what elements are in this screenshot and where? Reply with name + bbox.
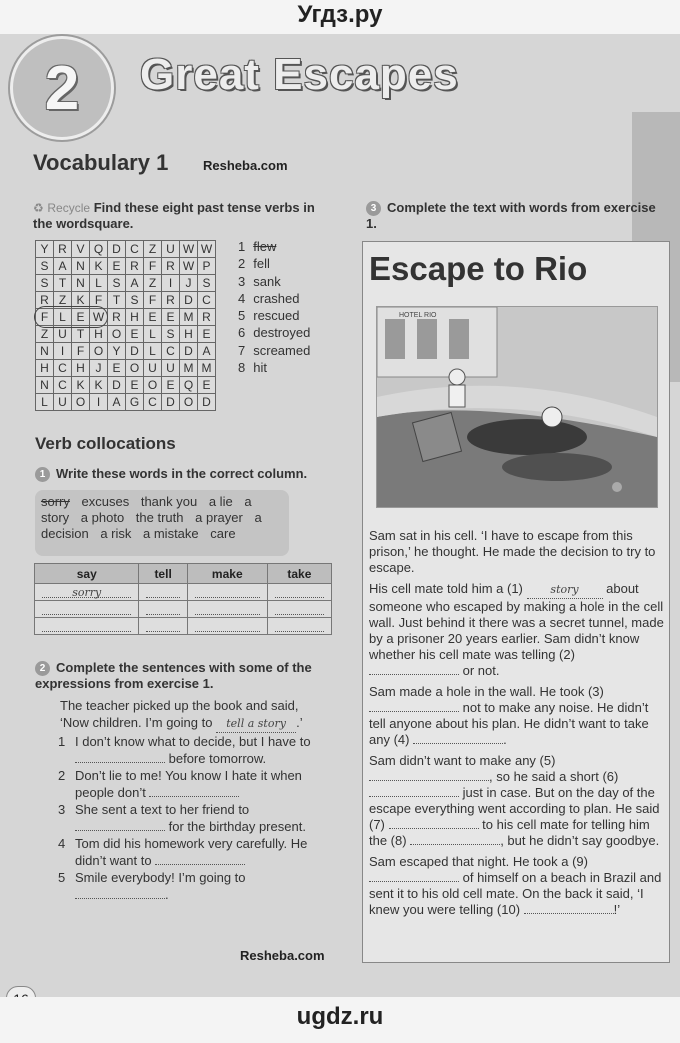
wordsquare-cell: Q <box>180 377 198 394</box>
wordsquare-cell: T <box>54 275 72 292</box>
wordsquare-row <box>36 275 216 292</box>
wordsquare-cell: E <box>162 377 180 394</box>
wordsquare-row <box>36 360 216 377</box>
exercise-1-text: Write these words in the correct column. <box>56 466 308 481</box>
wordsquare-cell: O <box>90 343 108 360</box>
sentence-5-cont: . <box>60 886 330 903</box>
wordsquare-cell: C <box>144 394 162 411</box>
column-make: make <box>187 564 267 584</box>
story-gap-7[interactable] <box>389 828 479 829</box>
wordsquare-cell: M <box>180 309 198 326</box>
answer-cell[interactable] <box>35 601 139 618</box>
wordsquare-cell: L <box>144 343 162 360</box>
unit-title: Great Escapes <box>140 50 459 99</box>
answer-cell[interactable] <box>139 601 187 618</box>
wordsquare-cell: D <box>162 394 180 411</box>
wordsquare-cell: E <box>72 309 90 326</box>
wordsquare-cell: F <box>144 258 162 275</box>
verb-word-list <box>238 238 310 376</box>
wordsquare-cell: U <box>144 360 162 377</box>
word-box-item: care <box>210 526 236 541</box>
example-line-2: ‘Now children. I’m going to tell a story .’ <box>60 714 330 733</box>
unit-number-badge <box>10 36 114 140</box>
wordsquare-cell: C <box>162 343 180 360</box>
vocabulary-heading: Vocabulary 1 <box>33 150 169 175</box>
word-box-item: thank you <box>140 494 198 509</box>
exercise-2-sentences <box>60 697 330 903</box>
wordsquare-cell: S <box>36 258 54 275</box>
wordsquare-cell: E <box>198 377 216 394</box>
wordsquare-cell: D <box>108 241 126 258</box>
answer-cell[interactable] <box>139 618 187 635</box>
wordsquare-cell: R <box>162 292 180 309</box>
wordsquare-cell: D <box>180 343 198 360</box>
wordsquare-cell: R <box>54 241 72 258</box>
sentence-4-cont: didn’t want to <box>60 852 330 869</box>
verb-list-item: 5 rescued <box>238 308 300 324</box>
wordsquare-cell: D <box>180 292 198 309</box>
story-gap-2[interactable] <box>369 674 459 675</box>
wordsquare-cell: T <box>72 326 90 343</box>
wordsquare-cell: L <box>144 326 162 343</box>
watermark-bottom: Resheba.com <box>240 948 325 963</box>
answer-cell[interactable] <box>35 584 139 601</box>
site-footer: ugdz.ru <box>0 997 680 1043</box>
sentence-4: 4 Tom did his homework very carefully. He <box>58 836 308 851</box>
wordsquare-cell: E <box>108 258 126 275</box>
gap-5[interactable] <box>75 898 165 899</box>
wordsquare-cell: O <box>126 360 144 377</box>
sentence-1-cont: before tomorrow. <box>60 750 330 767</box>
sentence-3: 3 She sent a text to her friend to <box>58 802 250 817</box>
word-box-item: excuses <box>81 494 130 509</box>
story-gap-5[interactable] <box>369 780 489 781</box>
word-box <box>35 490 289 556</box>
story-title: Escape to Rio <box>369 250 588 287</box>
wordsquare-cell: E <box>198 326 216 343</box>
story-gap-1[interactable]: story <box>527 582 603 599</box>
verb-list-item: 1 flew <box>238 239 277 254</box>
exercise-3-text: Complete the text with words from exercise 1. <box>366 200 656 232</box>
word-box-item: a photo <box>80 510 125 525</box>
verb-list-item: 4 crashed <box>238 290 300 306</box>
story-gap-10[interactable] <box>524 913 614 914</box>
verb-list-item: 3 sank <box>238 273 281 289</box>
story-paragraph-4: Sam didn’t want to make any (5) , so he said a short (6) just in case. But on the day of the escape everything went according to plan. He said (7) to his cell mate for telling him the (8) , but he didn’t say goodbye. <box>369 753 660 848</box>
recycle-instruction <box>33 200 333 232</box>
wordsquare-cell: V <box>72 241 90 258</box>
wordsquare-cell: R <box>198 309 216 326</box>
wordsquare-cell: O <box>72 394 90 411</box>
wordsquare-cell: L <box>36 394 54 411</box>
word-box-item: a decision <box>41 510 262 541</box>
wordsquare-cell: D <box>108 377 126 394</box>
wordsquare-cell: P <box>198 258 216 275</box>
wordsquare-cell: A <box>126 275 144 292</box>
wordsquare-cell: M <box>198 360 216 377</box>
story-gap-8[interactable] <box>410 844 500 845</box>
wordsquare-cell: W <box>180 241 198 258</box>
answer-cell[interactable] <box>267 618 331 635</box>
wordsquare-cell: S <box>126 292 144 309</box>
wordsquare-cell: R <box>36 292 54 309</box>
answer-say: sorry <box>42 586 131 598</box>
recycle-icon: ♻ <box>33 201 44 215</box>
wordsquare-cell: D <box>198 394 216 411</box>
example-answer: tell a story <box>216 715 296 733</box>
wordsquare-cell: U <box>162 360 180 377</box>
wordsquare-cell: C <box>54 377 72 394</box>
wordsquare-cell: U <box>54 326 72 343</box>
wordsquare-cell: F <box>90 292 108 309</box>
word-box-item: a prayer <box>195 510 243 525</box>
gap-1[interactable] <box>75 762 165 763</box>
unit-number: 2 <box>44 53 80 123</box>
wordsquare-cell: A <box>54 258 72 275</box>
sentence-3-cont: for the birthday present. <box>60 818 330 835</box>
wordsquare-cell: L <box>54 309 72 326</box>
wordsquare-cell: K <box>72 377 90 394</box>
recycle-label: Recycle <box>47 201 91 215</box>
wordsquare-cell: I <box>90 394 108 411</box>
wordsquare-cell: H <box>72 360 90 377</box>
wordsquare-cell: H <box>126 309 144 326</box>
sentence-2: 2 Don’t lie to me! You know I hate it when <box>58 768 302 783</box>
sentence-5: 5 Smile everybody! I’m going to <box>58 870 246 885</box>
story-paragraph-1: Sam sat in his cell. ‘I have to escape from this prison,’ he thought. He made the decision to try to escape. <box>369 528 656 575</box>
svg-text:HOTEL RIO: HOTEL RIO <box>399 312 437 319</box>
collocation-table <box>34 563 332 635</box>
answer-cell[interactable] <box>187 618 267 635</box>
word-box-item: sorry <box>41 494 70 509</box>
word-box-item: a mistake <box>143 526 199 541</box>
word-box-item: the truth <box>135 510 184 525</box>
gap-4[interactable] <box>155 864 245 865</box>
wordsquare-cell: F <box>144 292 162 309</box>
word-box-item: a risk <box>100 526 132 541</box>
verb-list-item: 2 fell <box>238 256 270 272</box>
wordsquare-cell: G <box>126 394 144 411</box>
wordsquare-cell: O <box>144 377 162 394</box>
example-line-1: The teacher picked up the book and said, <box>60 698 299 713</box>
wordsquare-row <box>36 241 216 258</box>
collocations-heading: Verb collocations <box>35 434 176 453</box>
verb-list-item: 7 screamed <box>238 342 311 358</box>
site-header: Угдз.ру <box>0 0 680 34</box>
wordsquare-cell: A <box>198 343 216 360</box>
wordsquare-cell: A <box>108 394 126 411</box>
wordsquare-cell: R <box>162 258 180 275</box>
watermark-top: Resheba.com <box>203 158 288 173</box>
wordsquare-cell: S <box>162 326 180 343</box>
verb-list-item: 6 destroyed <box>238 325 311 341</box>
wordsquare-row <box>36 394 216 411</box>
wordsquare-cell: E <box>126 326 144 343</box>
wordsquare-cell: J <box>180 275 198 292</box>
wordsquare-cell: J <box>90 360 108 377</box>
exercise-2-text: Complete the sentences with some of the expressions from exercise 1. <box>35 660 312 692</box>
answer-cell[interactable] <box>267 584 331 601</box>
gap-3[interactable] <box>75 830 165 831</box>
exercise-1-instruction <box>35 466 307 482</box>
column-take: take <box>267 564 331 584</box>
wordsquare-cell: K <box>90 377 108 394</box>
wordsquare-row <box>36 343 216 360</box>
wordsquare-cell: K <box>72 292 90 309</box>
wordsquare-cell: C <box>54 360 72 377</box>
wordsquare-cell: S <box>36 275 54 292</box>
wordsquare-cell: E <box>108 360 126 377</box>
wordsquare-cell: Q <box>90 241 108 258</box>
answer-cell[interactable] <box>267 601 331 618</box>
wordsquare-cell: F <box>36 309 54 326</box>
wordsquare-cell: Z <box>144 241 162 258</box>
wordsquare-cell: I <box>54 343 72 360</box>
wordsquare-cell: N <box>72 275 90 292</box>
exercise-3-instruction <box>366 200 666 232</box>
story-gap-6[interactable] <box>369 796 459 797</box>
wordsquare-cell: K <box>90 258 108 275</box>
wordsquare-cell: E <box>126 377 144 394</box>
wordsquare-cell: D <box>126 343 144 360</box>
column-tell: tell <box>139 564 187 584</box>
wordsquare-cell: Y <box>108 343 126 360</box>
answer-cell[interactable] <box>139 584 187 601</box>
wordsquare-cell: W <box>180 258 198 275</box>
wordsquare-cell: S <box>108 275 126 292</box>
story-paragraph-3: Sam made a hole in the wall. He took (3) not to make any noise. He didn’t tell anyone about his plan. He didn’t want to take any (4) . <box>369 684 649 747</box>
wordsquare-row <box>36 377 216 394</box>
exercise-1-number: 1 <box>35 467 50 482</box>
wordsquare-cell: Y <box>36 241 54 258</box>
wordsquare-cell: M <box>180 360 198 377</box>
wordsquare-cell: N <box>72 258 90 275</box>
exercise-2-number: 2 <box>35 661 50 676</box>
beach-scene-icon <box>377 307 657 507</box>
wordsquare-cell: E <box>162 309 180 326</box>
exercise-2-instruction <box>35 660 335 692</box>
wordsquare-row <box>36 258 216 275</box>
wordsquare-cell: H <box>90 326 108 343</box>
wordsquare-cell: I <box>162 275 180 292</box>
wordsquare-cell: U <box>54 394 72 411</box>
wordsquare-cell: O <box>108 326 126 343</box>
wordsquare-cell: O <box>180 394 198 411</box>
wordsquare-cell: S <box>198 275 216 292</box>
answer-cell[interactable] <box>187 584 267 601</box>
word-box-item: a lie <box>208 494 233 509</box>
answer-circle <box>34 306 108 328</box>
wordsquare-cell: T <box>108 292 126 309</box>
wordsquare-cell: L <box>90 275 108 292</box>
wordsquare-cell: N <box>36 377 54 394</box>
wordsquare-cell: F <box>72 343 90 360</box>
beach-illustration <box>376 306 658 508</box>
wordsquare-cell: R <box>108 309 126 326</box>
word-box-item: a story <box>41 494 252 525</box>
wordsquare-cell: E <box>144 309 162 326</box>
answer-cell[interactable] <box>35 618 139 635</box>
exercise-3-number: 3 <box>366 201 381 216</box>
story-text <box>369 528 665 923</box>
column-say: say <box>35 564 139 584</box>
wordsquare-cell: H <box>180 326 198 343</box>
story-paragraph-5: Sam escaped that night. He took a (9) of himself on a beach in Brazil and sent it to his old cell mate. On the back it said, ‘I knew you were telling (10) !’ <box>369 854 662 917</box>
wordsquare-cell: H <box>36 360 54 377</box>
wordsquare-cell: Z <box>144 275 162 292</box>
answer-cell[interactable] <box>187 601 267 618</box>
wordsquare-cell: Z <box>36 326 54 343</box>
recycle-instruction-text: Find these eight past tense verbs in the wordsquare. <box>33 200 315 231</box>
wordsquare-cell: U <box>162 241 180 258</box>
wordsquare-row <box>36 326 216 343</box>
wordsquare-cell: W <box>198 241 216 258</box>
wordsquare-cell: N <box>36 343 54 360</box>
verb-list-item: 8 hit <box>238 360 267 376</box>
story-paragraph-2: His cell mate told him a (1) story about someone who escaped by making a hole in the cell wall. Just behind it there was a secret tunnel, made by a prisoner 20 years earlier. Sam didn’t know whether his cell mate was telling (2) or not. <box>369 581 664 678</box>
story-gap-9[interactable] <box>369 881 459 882</box>
wordsquare-cell: R <box>126 258 144 275</box>
story-gap-3[interactable] <box>369 711 459 712</box>
wordsquare-cell: Z <box>54 292 72 309</box>
sentence-1: 1 I don’t know what to decide, but I have to <box>58 734 311 749</box>
story-gap-4[interactable] <box>413 743 503 744</box>
wordsquare-cell: W <box>90 309 108 326</box>
sentence-2-cont: people don’t <box>60 784 330 801</box>
wordsquare-cell: C <box>198 292 216 309</box>
gap-2[interactable] <box>149 796 239 797</box>
wordsquare-cell: C <box>126 241 144 258</box>
